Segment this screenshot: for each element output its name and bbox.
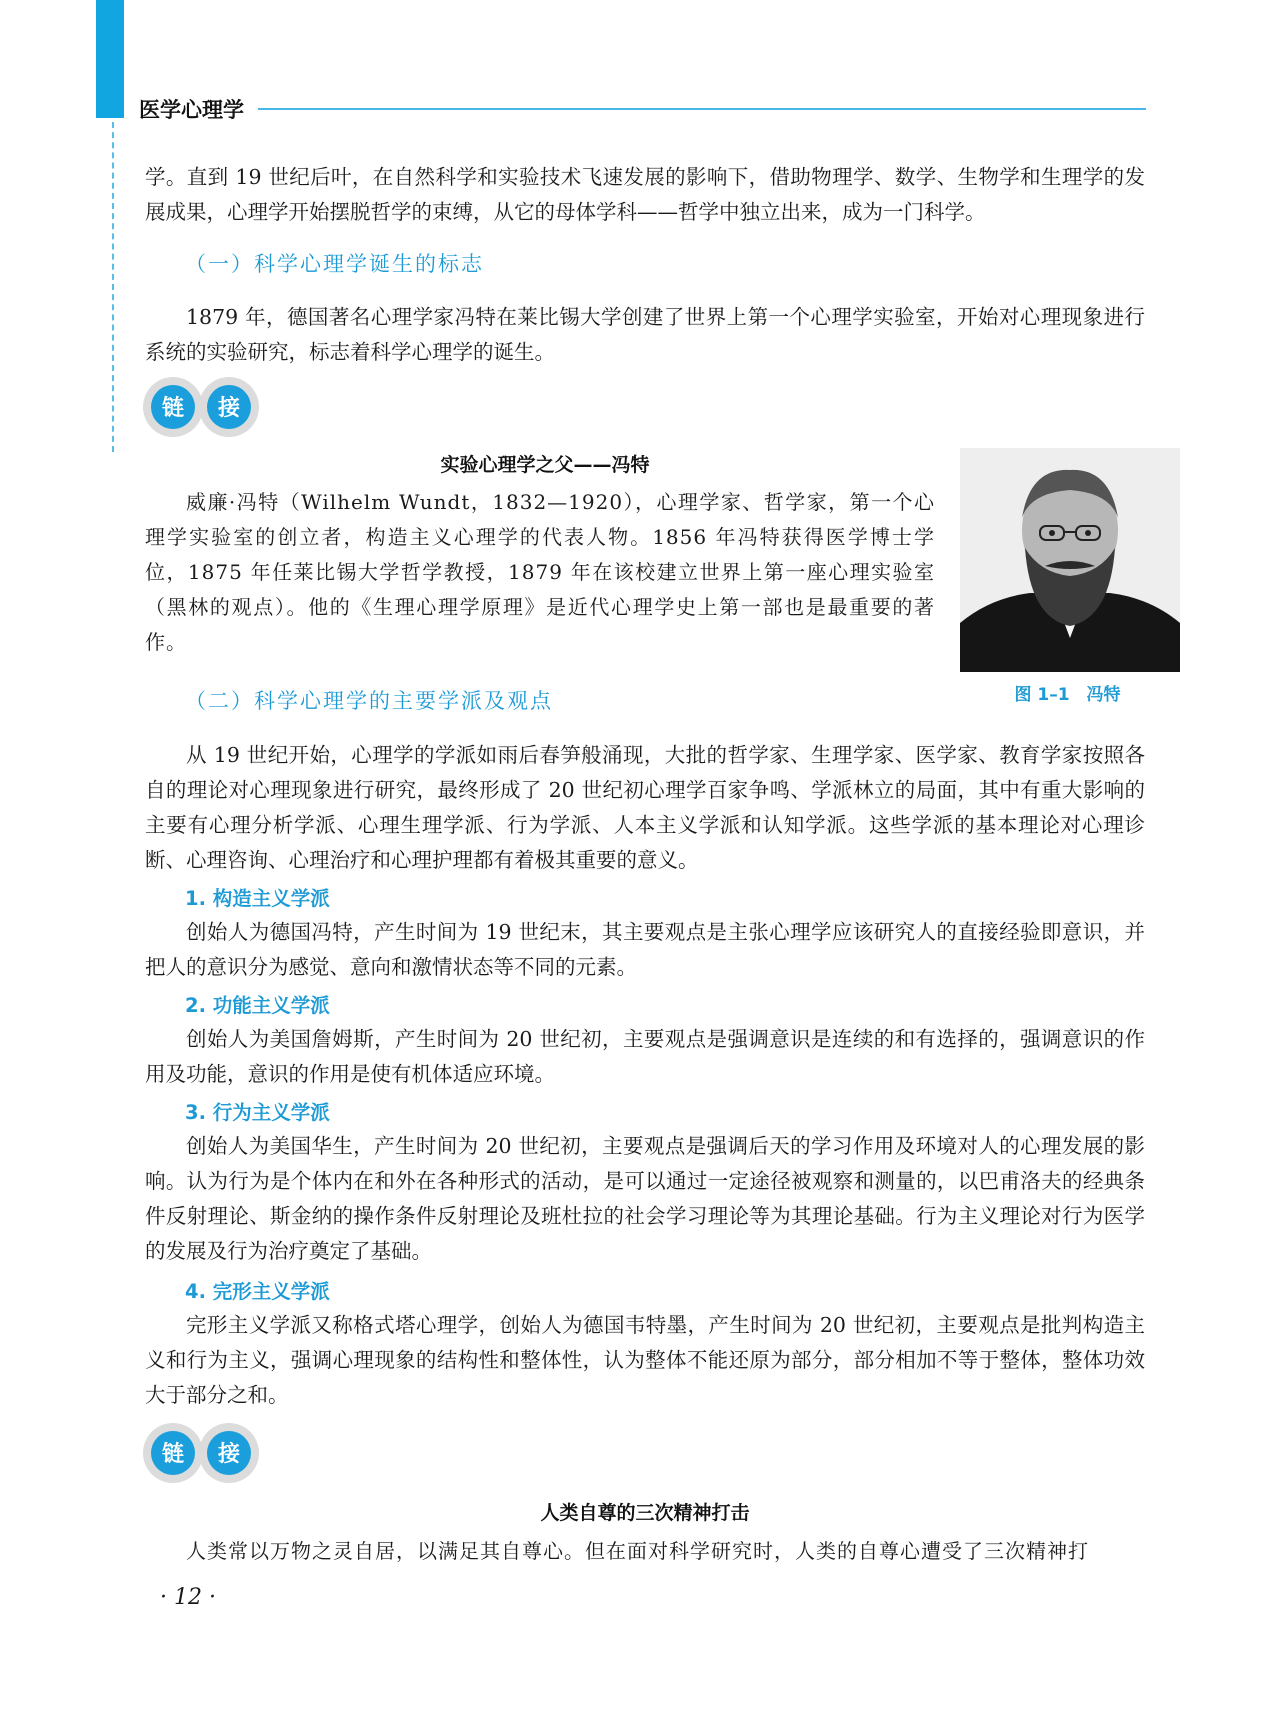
link-badge-icon [142, 1422, 204, 1484]
school-text-1: 创始人为德国冯特，产生时间为 19 世纪末，其主要观点是主张心理学应该研究人的直接经验即意识，并把人的意识分为感觉、意向和激情状态等不同的元素。 [145, 920, 1145, 979]
svg-text:接: 接 [217, 1442, 241, 1467]
school-text-4: 完形主义学派又称格式塔心理学，创始人为德国韦特墨，产生时间为 20 世纪初，主要观点是批判构造主义和行为主义，强调心理现象的结构性和整体性，认为整体不能还原为部分，部分相加不等于整体，整体功效大于部分之和。 [145, 1313, 1145, 1407]
running-header-title: 医学心理学 [139, 98, 244, 122]
section-title-2: （二）科学心理学的主要学派及观点 [185, 689, 553, 713]
box-title-self-esteem: 人类自尊的三次精神打击 [540, 1502, 750, 1524]
school-title-4: 4. 完形主义学派 [185, 1280, 330, 1303]
header-tab-bar [96, 0, 124, 118]
paragraph-intro: 学。直到 19 世纪后叶，在自然科学和实验技术飞速发展的影响下，借助物理学、数学、生物学和生理学的发展成果，心理学开始摆脱哲学的束缚，从它的母体学科——哲学中独立出来，成为一门科学。 [145, 165, 1145, 224]
paragraph-1879: 1879 年，德国著名心理学家冯特在莱比锡大学创建了世界上第一个心理学实验室，开始对心理现象进行系统的实验研究，标志着科学心理学的诞生。 [145, 305, 1145, 364]
box-text-self-esteem: 人类常以万物之灵自居，以满足其自尊心。但在面对科学研究时，人类的自尊心遭受了三次精神打 [186, 1539, 1089, 1563]
school-title-3: 3. 行为主义学派 [185, 1101, 330, 1124]
link-badge-icon [198, 376, 260, 438]
school-title-2: 2. 功能主义学派 [185, 994, 330, 1017]
svg-text:链: 链 [161, 396, 185, 421]
margin-dashed-line [112, 122, 114, 452]
box-text-wundt: 威廉·冯特（Wilhelm Wundt，1832—1920），心理学家、哲学家，第一个心理学实验室的创立者，构造主义心理学的代表人物。1856 年冯特获得医学博士学位，1875 年任莱比锡大学哲学教授，1879 年在该校建立世界上第一座心理实验室（黑林的观点）。他的《生理心理学原理》是近代心理学史上第一部也是最重要的著作。 [145, 490, 935, 654]
section-title-1: （一）科学心理学诞生的标志 [185, 252, 484, 276]
school-text-2: 创始人为美国詹姆斯，产生时间为 20 世纪初，主要观点是强调意识是连续的和有选择的，强调意识的作用及功能，意识的作用是使有机体适应环境。 [145, 1027, 1145, 1086]
school-title-1: 1. 构造主义学派 [185, 887, 330, 910]
svg-text:接: 接 [217, 396, 241, 421]
figure-caption: 图 1–1 冯特 [1014, 685, 1121, 705]
paragraph-schools: 从 19 世纪开始，心理学的学派如雨后春笋般涌现，大批的哲学家、生理学家、医学家、教育学家按照各自的理论对心理现象进行研究，最终形成了 20 世纪初心理学百家争鸣、学派林立的局面，其中有重大影响的主要有心理分析学派、心理生理学派、行为学派、人本主义学派和认知学派。这些学派的基本理论对心理诊断、心理咨询、心理治疗和心理护理都有着极其重要的意义。 [145, 743, 1145, 872]
header-rule [258, 108, 1146, 110]
link-badge-icon [198, 1422, 260, 1484]
wundt-portrait-image [960, 448, 1180, 672]
page-number: · 12 · [160, 1585, 216, 1610]
box-title-wundt: 实验心理学之父——冯特 [440, 454, 650, 476]
school-text-3: 创始人为美国华生，产生时间为 20 世纪初，主要观点是强调后天的学习作用及环境对人的心理发展的影响。认为行为是个体内在和外在各种形式的活动，是可以通过一定途径被观察和测量的，以巴甫洛夫的经典条件反射理论、斯金纳的操作条件反射理论及班杜拉的社会学习理论等为其理论基础。行为主义理论对行为医学的发展及行为治疗奠定了基础。 [145, 1134, 1145, 1263]
svg-text:链: 链 [161, 1442, 185, 1467]
link-badge-icon [142, 376, 204, 438]
